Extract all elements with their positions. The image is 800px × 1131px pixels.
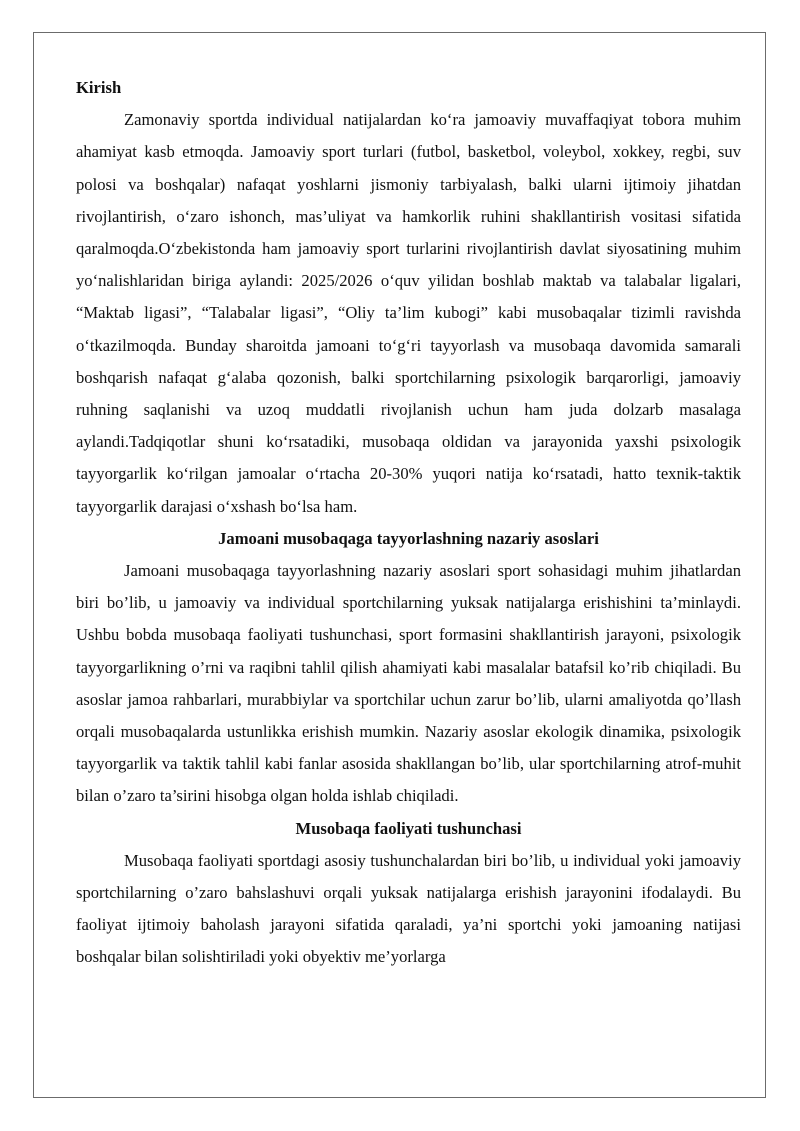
heading-introduction: Kirish (76, 78, 122, 97)
heading-competition-activity: Musobaqa faoliyati tushunchasi (295, 818, 522, 838)
heading-theoretical-foundations: Jamoani musobaqaga tayyorlashning nazariy asoslari (218, 528, 599, 548)
document-body (76, 72, 741, 974)
paragraph-introduction: Zamonaviy sportda individual natijalardan ko‘ra jamoaviy muvaffaqiyat tobora muhim ahamiyat kasb etmoqda. Jamoaviy sport turlari (futbol, basketbol, voleybol, xokkey, regbi, suv polosi va boshqalar) nafaqat yoshlarni jismoniy tarbiyalash, balki ularni ijtimoiy jihatdan rivojlantirish, o‘zaro ishonch, mas’uliyat va hamkorlik ruhini shakllantirish vositasi sifatida qaralmoqda.O‘zbekistonda ham jamoaviy sport turlarini rivojlantirish davlat siyosatining muhim yo‘nalishlaridan biriga aylandi: 2025/2026 o‘quv yilidan boshlab maktab va talabalar ligalari, “Maktab ligasi”, “Talabalar ligasi”, “Oliy ta’lim kubogi” kabi musobaqalar tizimli ravishda o‘tkazilmoqda. Bunday sharoitda jamoani to‘g‘ri tayyorlash va musobaqa davomida samarali boshqarish nafaqat g‘alaba qozonish, balki sportchilarning psixologik barqarorligi, jamoaviy ruhning saqlanishi va uzoq muddatli rivojlanish uchun ham juda dolzarb masalaga aylandi.Tadqiqotlar shuni ko‘rsatadiki, musobaqa oldidan va jarayonida yaxshi psixologik tayyorgarlik ko‘rilgan jamoalar o‘rtacha 20-30% yuqori natija ko‘rsatadi, hatto texnik-taktik tayyorgarlik darajasi o‘xshash bo‘lsa ham. (76, 110, 741, 516)
paragraph-theoretical-foundations: Jamoani musobaqaga tayyorlashning nazariy asoslari sport sohasidagi muhim jihatlardan biri bo’lib, u jamoaviy va individual sportchilarning yuksak natijalarga erishishini ta’minlaydi. Ushbu bobda musobaqa faoliyati tushunchasi, sport formasini shakllantirish jarayoni, psixologik tayyorgarlikning o’rni va raqibni tahlil qilish ahamiyati kabi masalalar batafsil ko’rib chiqiladi. Bu asoslar jamoa rahbarlari, murabbiylar va sportchilar uchun zarur bo’lib, ularni amaliyotda qo’llash orqali musobaqalarda ustunlikka erishish mumkin. Nazariy asoslar ekologik dinamika, psixologik tayyorgarlik va taktik tahlil kabi fanlar asosida shakllangan bo’lib, ular sportchilarning atrof-muhit bilan o’zaro ta’sirini hisobga olgan holda ishlab chiqiladi. (76, 561, 741, 806)
paragraph-competition-activity: Musobaqa faoliyati sportdagi asosiy tushunchalardan biri bo’lib, u individual yoki jamoaviy sportchilarning o’zaro bahslashuvi orqali yuksak natijalarga erishish jarayonini ifodalaydi. Bu faoliyat ijtimoiy baholash jarayoni sifatida qaraladi, ya’ni sportchi yoki jamoaning natijasi boshqalar bilan solishtiriladi yoki obyektiv me’yorlarga (76, 850, 741, 967)
